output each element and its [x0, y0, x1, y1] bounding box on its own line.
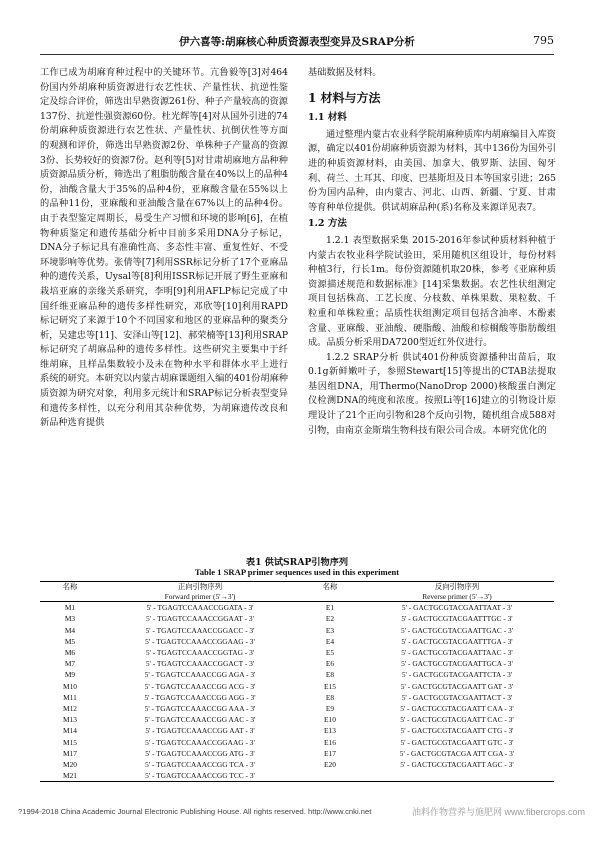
- forward-sequence: 5' - TGAGTCCAAACCGGAAT - 3': [146, 614, 254, 624]
- primer-name-forward: M14: [63, 726, 77, 736]
- body-paragraph: 1.2.2 SRAP分析 供试401份种质资源播种出苗后，取0.1g新鲜嫩叶子，参照Stewart[15]等提出的CTAB法提取基因组DNA，用Thermo(NanoDrop 2000)核酸蛋白测定仪检测DNA的纯度和浓度。按照Li等[16]建立的引物设计原理设计了21个正向引物和28个反向引物，随机组合成588对引物，由南京金斯瑞生物科技有限公司合成。本研究优化的: [308, 351, 556, 436]
- primer-name-forward: M13: [63, 715, 77, 725]
- reverse-sequence: 5' - GACTGCGTACGAATT CAC - 3': [400, 715, 514, 725]
- reverse-sequence: 5' - GACTGCGTACGAATT CTG - 3': [400, 726, 514, 736]
- table-row: [40, 748, 554, 759]
- body-paragraph: 基础数据及材料。: [308, 67, 382, 78]
- section-heading: 1 材料与方法: [308, 90, 381, 105]
- reverse-sequence: 5' - GACTGCGTACGAATTAAC - 3': [401, 648, 513, 657]
- primer-name-reverse: E20: [324, 760, 336, 770]
- subsection-heading: 1.1 材料: [308, 112, 347, 124]
- primer-name-reverse: E15: [324, 681, 336, 691]
- primer-name-reverse: E1: [325, 603, 335, 613]
- reverse-sequence: 5' - GACTGCGTACGAATT CAA - 3': [400, 704, 514, 714]
- table-row: [40, 725, 554, 736]
- primer-name-reverse: E10: [324, 715, 336, 725]
- forward-sequence: 5' - TGAGTCCAAACCGG AAC - 3': [144, 715, 256, 725]
- subsection-heading: 1.2 方法: [308, 218, 347, 230]
- primer-name-forward: M10: [63, 681, 77, 691]
- forward-sequence: 5' - TGAGTCCAAACCGG AGG - 3': [144, 692, 256, 702]
- reverse-sequence: 5' - GACTGCGTACGAATTGCA - 3': [401, 659, 513, 669]
- primer-name-reverse: E8: [325, 692, 335, 702]
- forward-sequence: 5' - TGAGTCCAAACCGG TCA - 3': [145, 760, 255, 770]
- primer-name-reverse: E3: [325, 625, 335, 635]
- primer-name-reverse: E5: [325, 648, 335, 657]
- header-forward-cn: 正向引物序列: [100, 582, 300, 592]
- reverse-sequence: 5' - GACTGCGTACGAATTTGC - 3': [401, 614, 513, 624]
- table-row: [40, 770, 554, 782]
- reverse-sequence: 5' - GACTGCGTACGAATTACT - 3': [401, 692, 513, 702]
- forward-sequence: 5' - TGAGTCCAAACCGGACC - 3': [145, 625, 255, 635]
- table-row: [40, 703, 554, 714]
- primer-name-forward: M7: [64, 659, 76, 669]
- reverse-sequence: [360, 770, 554, 782]
- primer-name-forward: M5: [64, 636, 76, 646]
- header-name-1: 名称: [40, 582, 100, 592]
- table-row: [40, 759, 554, 770]
- forward-sequence: 5' - TGAGTCCAAACCGG AAT - 3': [145, 726, 255, 736]
- primer-name-forward: M12: [63, 704, 77, 714]
- forward-sequence: 5' - TGAGTCCAAACCGGTAG - 3': [145, 648, 255, 657]
- primer-name-reverse: [300, 770, 360, 782]
- primer-name-forward: M11: [63, 692, 77, 702]
- table-row: [40, 692, 554, 703]
- left-column: [40, 66, 288, 431]
- forward-sequence: 5' - TGAGTCCAAACCGG ACG - 3': [144, 681, 256, 691]
- primer-table: [40, 581, 554, 782]
- header-rule: [40, 54, 554, 55]
- header-name-2: 名称: [300, 582, 360, 592]
- body-paragraph: 通过整理内蒙古农业科学院胡麻种质库内胡麻编目入库资源，确定以401份胡麻种质资源为材料，其中136份为国外引进的种质资源材料，由美国、加拿大、俄罗斯、法国、匈牙利、荷兰、土耳其、印度、巴基斯坦及日本等国家引进；265份为国内品种，由内蒙古、河北、山西、新疆、宁夏、甘肃等育种单位提供。供试胡麻品种(系)名称及来源详见表7。: [308, 128, 556, 213]
- forward-sequence: 5' - TGAGTCCAAACCGG TCC - 3': [100, 770, 300, 782]
- primer-name-forward: M4: [64, 625, 76, 635]
- table-row: [40, 647, 554, 658]
- primer-name-forward: M20: [63, 760, 77, 770]
- table-row: [40, 602, 554, 614]
- primer-name-forward: M6: [64, 648, 76, 657]
- forward-sequence: 5' - TGAGTCCAAACCGGATA - 3': [146, 603, 254, 613]
- primer-name-reverse: E8: [325, 670, 335, 680]
- body-paragraph: 1.2.1 表型数据采集 2015-2016年参试种质材料种植于内蒙古农牧业科学院试验田，采用随机区组设计，每份材料种植3行，行长1m。每份资源随机取20株，参考《亚麻种质资源描述规范和数据标准》[14]采集数据。农艺性状组测定项目包括株高、工艺长度、分枝数、单株果数、果粒数、千粒重和单株粒重；品质性状组测定项目包括含油率、木酚素含量、亚麻酸、亚油酸、硬脂酸、油酸和棕榈酸等脂肪酸组成。品质分析采用DA7200型近红外仪进行。: [308, 234, 556, 349]
- page-footer: [0, 807, 595, 821]
- body-paragraph: 工作已成为胡麻育种过程中的关键环节。亢鲁毅等[3]对464份国内外胡麻种质资源进行农艺性状、产量性状、抗逆性鉴定及综合评价，筛选出早熟资源261份、种子产量较高的资源137份、抗逆性强资源60份。杜光辉等[4]对从国外引进的74份胡麻种质资源进行农艺性状、产量性状、抗倒伏性等方面的观测和评价，筛选出早熟资源2份、单株种子产量高的资源3份、长势较好的资源7份。赵利等[5]对甘肃胡麻地方品种种质资源品质分析，筛选出了粗脂肪酸含量在40%以上的品种4份，油酸含量大于35%的品种4份，亚麻酸含量在55%以上的品种11份，亚麻酸和亚油酸含量在67%以上的品种4份。由于表型鉴定周期长，易受生产习惯和环境的影响[6]，在植物种质鉴定和遗传基础分析中目前多采用DNA分子标记，DNA分子标记具有准确性高、多态性丰富、重复性好、不受环境影响等优势。张倩等[7]利用SSR标记分析了17个亚麻品种的遗传关系，Uysal等[8]利用ISSR标记开展了野生亚麻和栽培亚麻的亲缘关系研究，李明[9]利用AFLP标记完成了中国纤维亚麻品种的遗传多样性研究，邓欣等[10]利用RAPD标记研究了来源于10个不同国家和地区的亚麻品种的聚类分析，吴建忠等[11]、安泽山等[12]、郝荣楠等[13]利用SRAP标记研究了胡麻品种的遗传多样性。这些研究主要集中于纤维胡麻，且样品集数较小及未在物种水平和群体水平上进行系统的研究。本研究以内蒙古胡麻课题组入编的401份胡麻种质资源为研究对象，利用多元统计和SRAP标记分析表型变异和遗传多样性，以充分利用其杂种优势，为胡麻遗传改良和新品种选育提供: [40, 67, 288, 429]
- primer-name-reverse: E6: [325, 659, 335, 669]
- running-title: 伊六喜等:胡麻核心种质资源表型变异及SRAP分析: [179, 36, 415, 48]
- reverse-sequence: 5' - GACTGCGTACGAATTAAT - 3': [401, 603, 513, 613]
- table-row: [40, 658, 554, 669]
- table-row: [40, 737, 554, 748]
- table-row: [40, 714, 554, 725]
- reverse-sequence: 5' - GACTGCGTACGAATT AGC - 3': [400, 760, 514, 770]
- running-header: [40, 34, 554, 50]
- watermark: 油料作物营养与施肥网 www.fibercrops.com: [411, 807, 585, 817]
- table-row: [40, 613, 554, 624]
- copyright-notice: ?1994-2018 China Academic Journal Electronic Publishing House. All rights reserved. http://www.cnki.net: [18, 807, 372, 816]
- table-row: [40, 625, 554, 636]
- primer-name-reverse: E4: [325, 636, 335, 646]
- header-reverse-cn: 反向引物序列: [360, 582, 554, 592]
- forward-sequence: 5' - TGAGTCCAAACCGGAAG - 3': [145, 737, 255, 747]
- primer-name-forward: M15: [63, 737, 77, 747]
- forward-sequence: 5' - TGAGTCCAAACCGGACT - 3': [145, 659, 255, 669]
- forward-sequence: 5' - TGAGTCCAAACCGG ATG - 3': [145, 748, 255, 758]
- primer-name-reverse: E16: [324, 737, 336, 747]
- primer-name-forward: M17: [63, 748, 77, 758]
- table-caption-en: Table 1 SRAP primer sequences used in this experiment: [194, 567, 400, 577]
- forward-sequence: 5' - TGAGTCCAAACCGGAAG - 3': [145, 636, 255, 646]
- table-row: [40, 681, 554, 692]
- right-column: [308, 66, 556, 438]
- reverse-sequence: 5' - GACTGCGTACGAATT GTC - 3': [400, 737, 514, 747]
- reverse-sequence: 5' - GACTGCGTACGAATTCTA - 3': [401, 670, 513, 680]
- reverse-sequence: 5' - GACTGCGTACGA ATT CGA - 3': [399, 748, 515, 758]
- primer-name-forward: M9: [64, 670, 76, 680]
- primer-name-reverse: E9: [325, 704, 335, 714]
- reverse-sequence: 5' - GACTGCGTACGAATTGAC - 3': [400, 625, 514, 635]
- primer-name-reverse: E2: [325, 614, 335, 624]
- reverse-sequence: 5' - GACTGCGTACGAATT GAT - 3': [400, 681, 514, 691]
- primer-name-reverse: E17: [324, 748, 336, 758]
- forward-sequence: 5' - TGAGTCCAAACCGG AGA - 3': [144, 670, 256, 680]
- table-row: [40, 669, 554, 680]
- page-number: 795: [533, 34, 554, 47]
- primer-name-forward: M21: [40, 770, 100, 782]
- primer-name-forward: M1: [64, 603, 76, 613]
- table-caption-cn: 表1 供试SRAP引物序列: [245, 557, 349, 568]
- table-row: [40, 636, 554, 647]
- reverse-sequence: 5' - GACTGCGTACGAATTTGA - 3': [401, 636, 513, 646]
- primer-name-forward: M3: [64, 614, 76, 624]
- header-forward-en: Forward primer (5'→3'): [100, 592, 300, 602]
- primer-name-reverse: E13: [324, 726, 336, 736]
- forward-sequence: 5' - TGAGTCCAAACCGG AAA - 3': [144, 704, 256, 714]
- header-reverse-en: Reverse primer (5'→3'): [360, 592, 554, 602]
